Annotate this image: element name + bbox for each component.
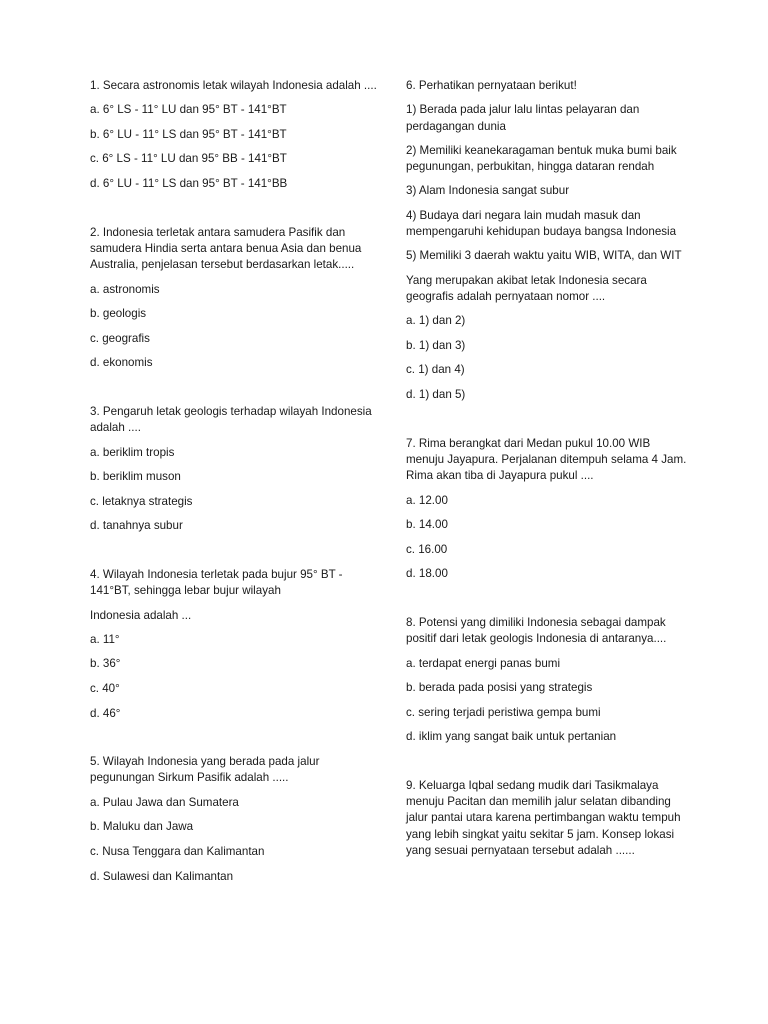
question-left-4	[90, 567, 380, 722]
answer-option: b. beriklim muson	[90, 470, 181, 484]
answer-option: d. 1) dan 5)	[406, 388, 466, 402]
answer-option: d. ekonomis	[90, 356, 153, 370]
question-stem: 5. Wilayah Indonesia yang berada pada jalur pegunungan Sirkum Pasifik adalah .....	[90, 755, 320, 785]
question-spacer	[406, 591, 691, 615]
question-stem-line: 5) Memiliki 3 daerah waktu yaitu WIB, WITA, dan WIT	[406, 249, 682, 263]
question-left-3	[90, 404, 380, 535]
answer-option: c. sering terjadi peristiwa gempa bumi	[406, 705, 601, 719]
answer-option: b. berada pada posisi yang strategis	[406, 681, 593, 695]
question-spacer	[90, 380, 380, 404]
answer-option: c. letaknya strategis	[90, 494, 193, 508]
question-spacer	[406, 412, 691, 436]
answer-option: a. 6° LS - 11° LU dan 95° BT - 141°BT	[90, 103, 287, 117]
question-stem: 4. Wilayah Indonesia terletak pada bujur 95° BT - 141°BT, sehingga lebar bujur wilayah	[90, 567, 343, 598]
question-stem: 8. Potensi yang dimiliki Indonesia sebagai dampak positif dari letak geologis Indonesia di antaranya....	[406, 615, 667, 646]
answer-option: b. 14.00	[406, 518, 448, 532]
question-stem-line: Indonesia adalah ...	[90, 608, 192, 622]
question-stem: 9. Keluarga Iqbal sedang mudik dari Tasikmalaya menuju Pacitan dan memilih jalur selatan dibanding jalur pantai utara karena pertimbangan waktu tempuh yang lebih singkat yaitu sekitar 5 jam. Konsep lokasi yang sesuai pernyataan tersebut adalah ......	[406, 778, 681, 858]
question-stem-line: 4) Budaya dari negara lain mudah masuk dan mempengaruhi kehidupan budaya bangsa Indonesia	[406, 208, 677, 239]
question-right-4	[406, 778, 691, 859]
left-column	[90, 78, 380, 893]
answer-option: c. Nusa Tenggara dan Kalimantan	[90, 844, 265, 858]
question-left-2	[90, 225, 380, 372]
answer-option: d. 18.00	[406, 567, 448, 581]
answer-option: d. tanahnya subur	[90, 519, 183, 533]
question-stem-line: 1) Berada pada jalur lalu lintas pelayaran dan perdagangan dunia	[406, 103, 640, 133]
answer-option: c. 40°	[90, 681, 120, 695]
answer-option: a. astronomis	[90, 282, 160, 296]
question-stem: 2. Indonesia terletak antara samudera Pasifik dan samudera Hindia serta antara benua Asia dan benua Australia, penjelasan tersebut berdasarkan letak.....	[90, 225, 362, 272]
question-right-3	[406, 615, 691, 746]
question-right-2	[406, 436, 691, 583]
question-spacer	[90, 730, 380, 754]
question-stem-line: 3) Alam Indonesia sangat subur	[406, 184, 570, 198]
question-stem: 7. Rima berangkat dari Medan pukul 10.00 WIB menuju Jayapura. Perjalanan ditempuh selama 4 Jam. Rima akan tiba di Jayapura pukul ....	[406, 436, 687, 483]
question-stem: 6. Perhatikan pernyataan berikut!	[406, 79, 577, 92]
question-stem: 3. Pengaruh letak geologis terhadap wilayah Indonesia adalah ....	[90, 404, 372, 435]
question-left-1	[90, 78, 380, 192]
answer-option: b. 6° LU - 11° LS dan 95° BT - 141°BT	[90, 127, 287, 141]
question-spacer	[90, 201, 380, 225]
answer-option: c. 6° LS - 11° LU dan 95° BB - 141°BT	[90, 152, 287, 166]
answer-option: d. iklim yang sangat baik untuk pertanian	[406, 730, 617, 744]
answer-option: d. 46°	[90, 706, 121, 720]
question-stem-line: 2) Memiliki keanekaragaman bentuk muka bumi baik pegunungan, perbukitan, hingga dataran rendah	[406, 143, 677, 174]
answer-option: b. 1) dan 3)	[406, 338, 466, 352]
answer-option: c. 1) dan 4)	[406, 363, 465, 377]
answer-option: a. Pulau Jawa dan Sumatera	[90, 795, 239, 809]
answer-option: b. 36°	[90, 657, 121, 671]
answer-option: a. 12.00	[406, 493, 448, 507]
question-left-5	[90, 754, 380, 885]
question-stem-line: Yang merupakan akibat letak Indonesia secara geografis adalah pernyataan nomor ....	[406, 273, 647, 303]
question-spacer	[406, 754, 691, 778]
answer-option: d. 6° LU - 11° LS dan 95° BT - 141°BB	[90, 177, 288, 191]
answer-option: d. Sulawesi dan Kalimantan	[90, 869, 234, 883]
question-right-1	[406, 78, 691, 403]
answer-option: c. geografis	[90, 331, 150, 345]
answer-option: b. Maluku dan Jawa	[90, 820, 194, 834]
question-spacer	[90, 543, 380, 567]
answer-option: a. 1) dan 2)	[406, 314, 466, 328]
question-stem: 1. Secara astronomis letak wilayah Indonesia adalah ....	[90, 79, 377, 92]
answer-option: c. 16.00	[406, 542, 448, 556]
answer-option: b. geologis	[90, 307, 147, 321]
right-column	[406, 78, 691, 867]
answer-option: a. beriklim tropis	[90, 445, 175, 459]
answer-option: a. terdapat energi panas bumi	[406, 656, 561, 670]
answer-option: a. 11°	[90, 632, 120, 646]
